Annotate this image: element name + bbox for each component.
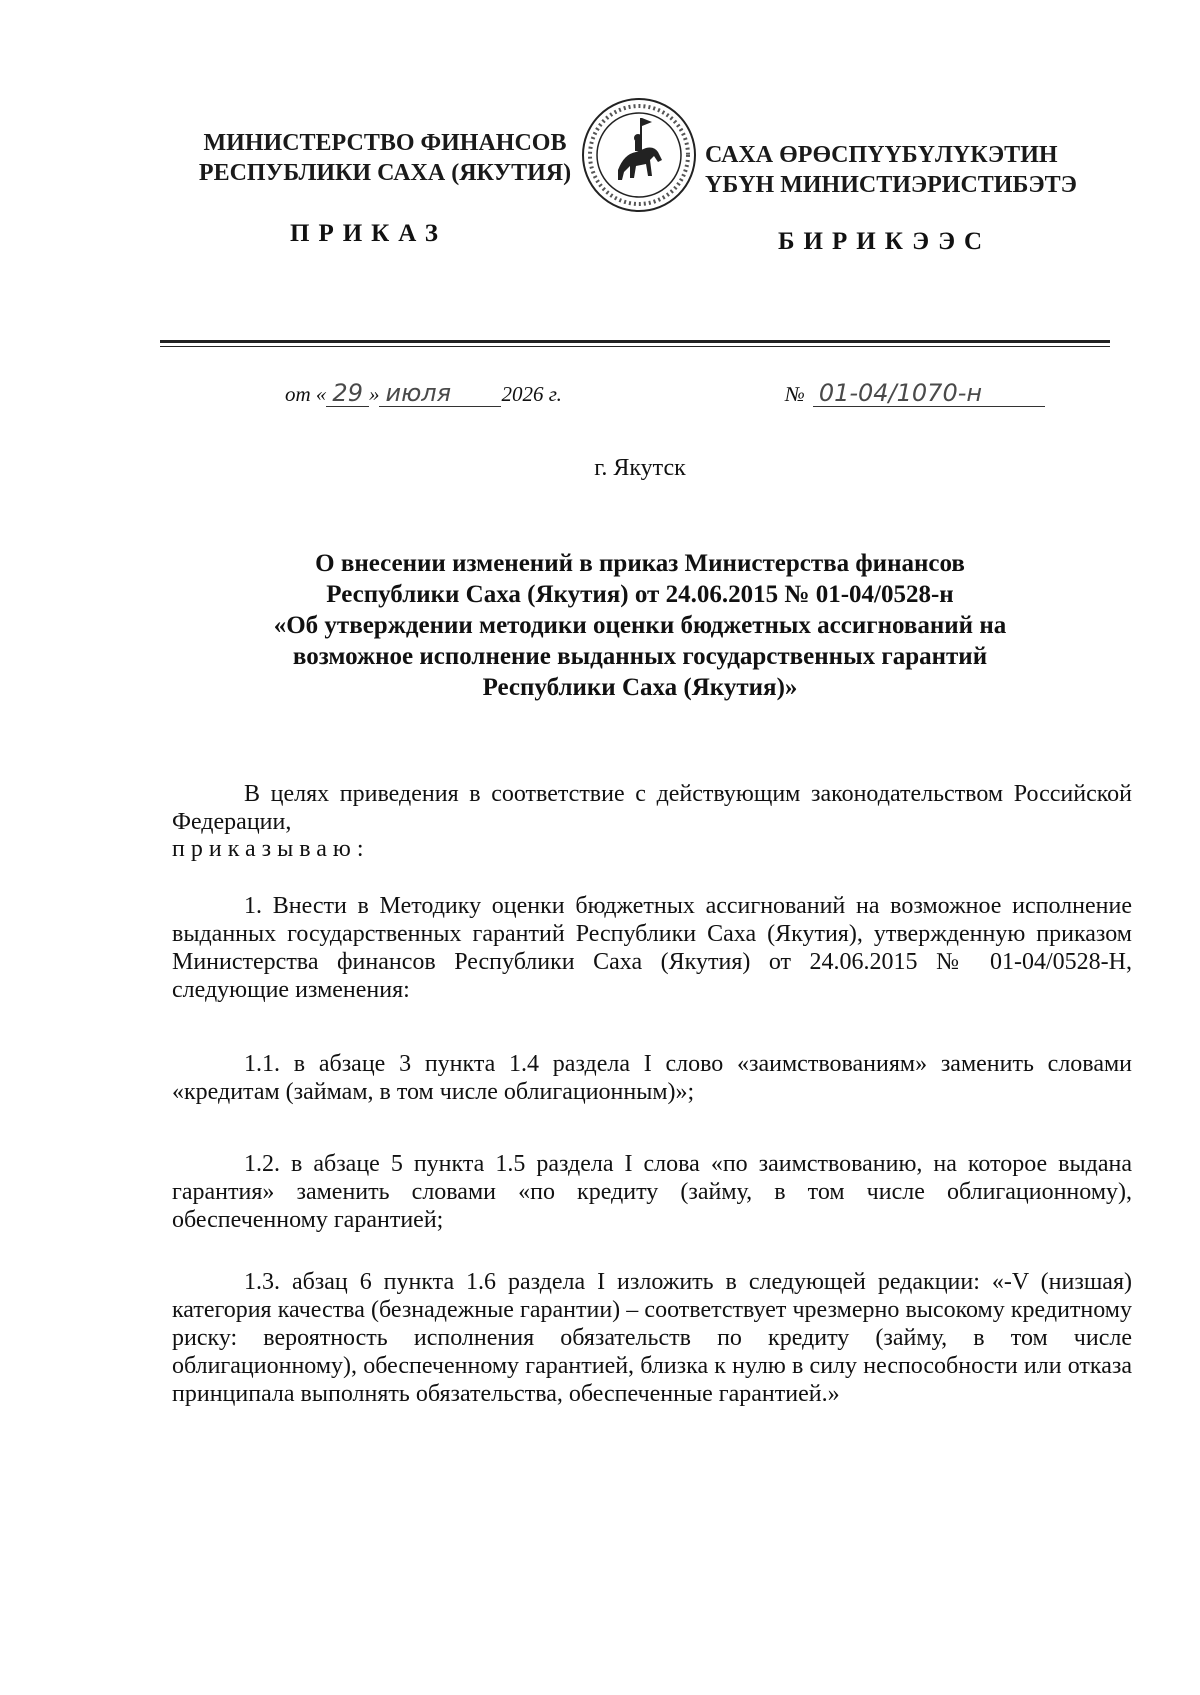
order-word: приказываю:	[172, 836, 370, 862]
order-number	[785, 380, 1045, 407]
ministry-name-ru-line1: МИНИСТЕРСТВО ФИНАНСОВ	[203, 130, 567, 156]
header-divider-thick	[160, 340, 1110, 343]
title-line-1: О внесении изменений в приказ Министерства финансов	[315, 550, 965, 577]
ministry-name-ru-line2: РЕСПУБЛИКИ САХА (ЯКУТИЯ)	[198, 160, 572, 186]
city-line: г. Якутск	[594, 455, 686, 481]
document-title	[220, 548, 1060, 703]
ministry-name-sakha	[705, 140, 1085, 200]
title-line-3: «Об утверждении методики оценки бюджетных ассигнований на	[273, 612, 1007, 639]
ministry-name-ru	[195, 128, 575, 188]
item-1-3-paragraph: 1.3. абзац 6 пункта 1.6 раздела I изложить в следующей редакции: «-V (низшая) категория качества (безнадежные гарантии) – соответствует чрезмерно высокому кредитному риску: вероятность исполнения обязательств по кредиту (займу, в том числе облигационному), обеспеченному гарантией, близка к нулю в силу неспособности или отказа принципала выполнять обязательства, обеспеченные гарантией.»	[172, 1269, 1132, 1407]
date-quote-close: »	[368, 382, 380, 406]
date-month-handwritten: июля	[379, 380, 501, 407]
item-1-2-paragraph: 1.2. в абзаце 5 пункта 1.5 раздела I слова «по заимствованию, на которое выдана гарантия» заменить словами «по кредиту (займу, в том числе облигационному), обеспеченному гарантией;	[172, 1151, 1132, 1233]
number-handwritten: 01-04/1070-н	[813, 380, 1045, 407]
order-label-sakha: БИРИКЭЭС	[778, 228, 992, 255]
ministry-name-sakha-line1: САХА ӨРӨСПҮҮБҮЛҮКЭТИН	[705, 142, 1058, 168]
republic-emblem-icon	[580, 96, 698, 214]
ministry-name-sakha-line2: ҮБҮН МИНИСТИЭРИСТИБЭТЭ	[705, 172, 1077, 198]
title-line-5: Республики Саха (Якутия)»	[482, 674, 798, 701]
item-1-paragraph: 1. Внести в Методику оценки бюджетных ассигнований на возможное исполнение выданных государственных гарантий Республики Саха (Якутия), утвержденную приказом Министерства финансов Республики Саха (Якутия) от 24.06.2015 № 01-04/0528-Н, следующие изменения:	[172, 893, 1132, 1003]
date-day-handwritten: 29	[326, 380, 369, 407]
date-prefix: от «	[285, 382, 327, 406]
title-line-4: возможное исполнение выданных государственных гарантий	[292, 643, 988, 670]
item-1-1-paragraph: 1.1. в абзаце 3 пункта 1.4 раздела I слово «заимствованиям» заменить словами «кредитам (займам, в том числе облигационным)»;	[172, 1051, 1132, 1105]
date-year: 2026 г.	[501, 382, 562, 406]
number-prefix: №	[785, 382, 805, 406]
preamble-paragraph: В целях приведения в соответствие с действующим законодательством Российской Федерации,	[172, 781, 1132, 835]
order-date	[285, 380, 562, 407]
header-divider-thin	[160, 346, 1110, 347]
title-line-2: Республики Саха (Якутия) от 24.06.2015 № 01-04/0528-н	[326, 581, 954, 608]
order-label-ru: ПРИКАЗ	[290, 220, 447, 247]
